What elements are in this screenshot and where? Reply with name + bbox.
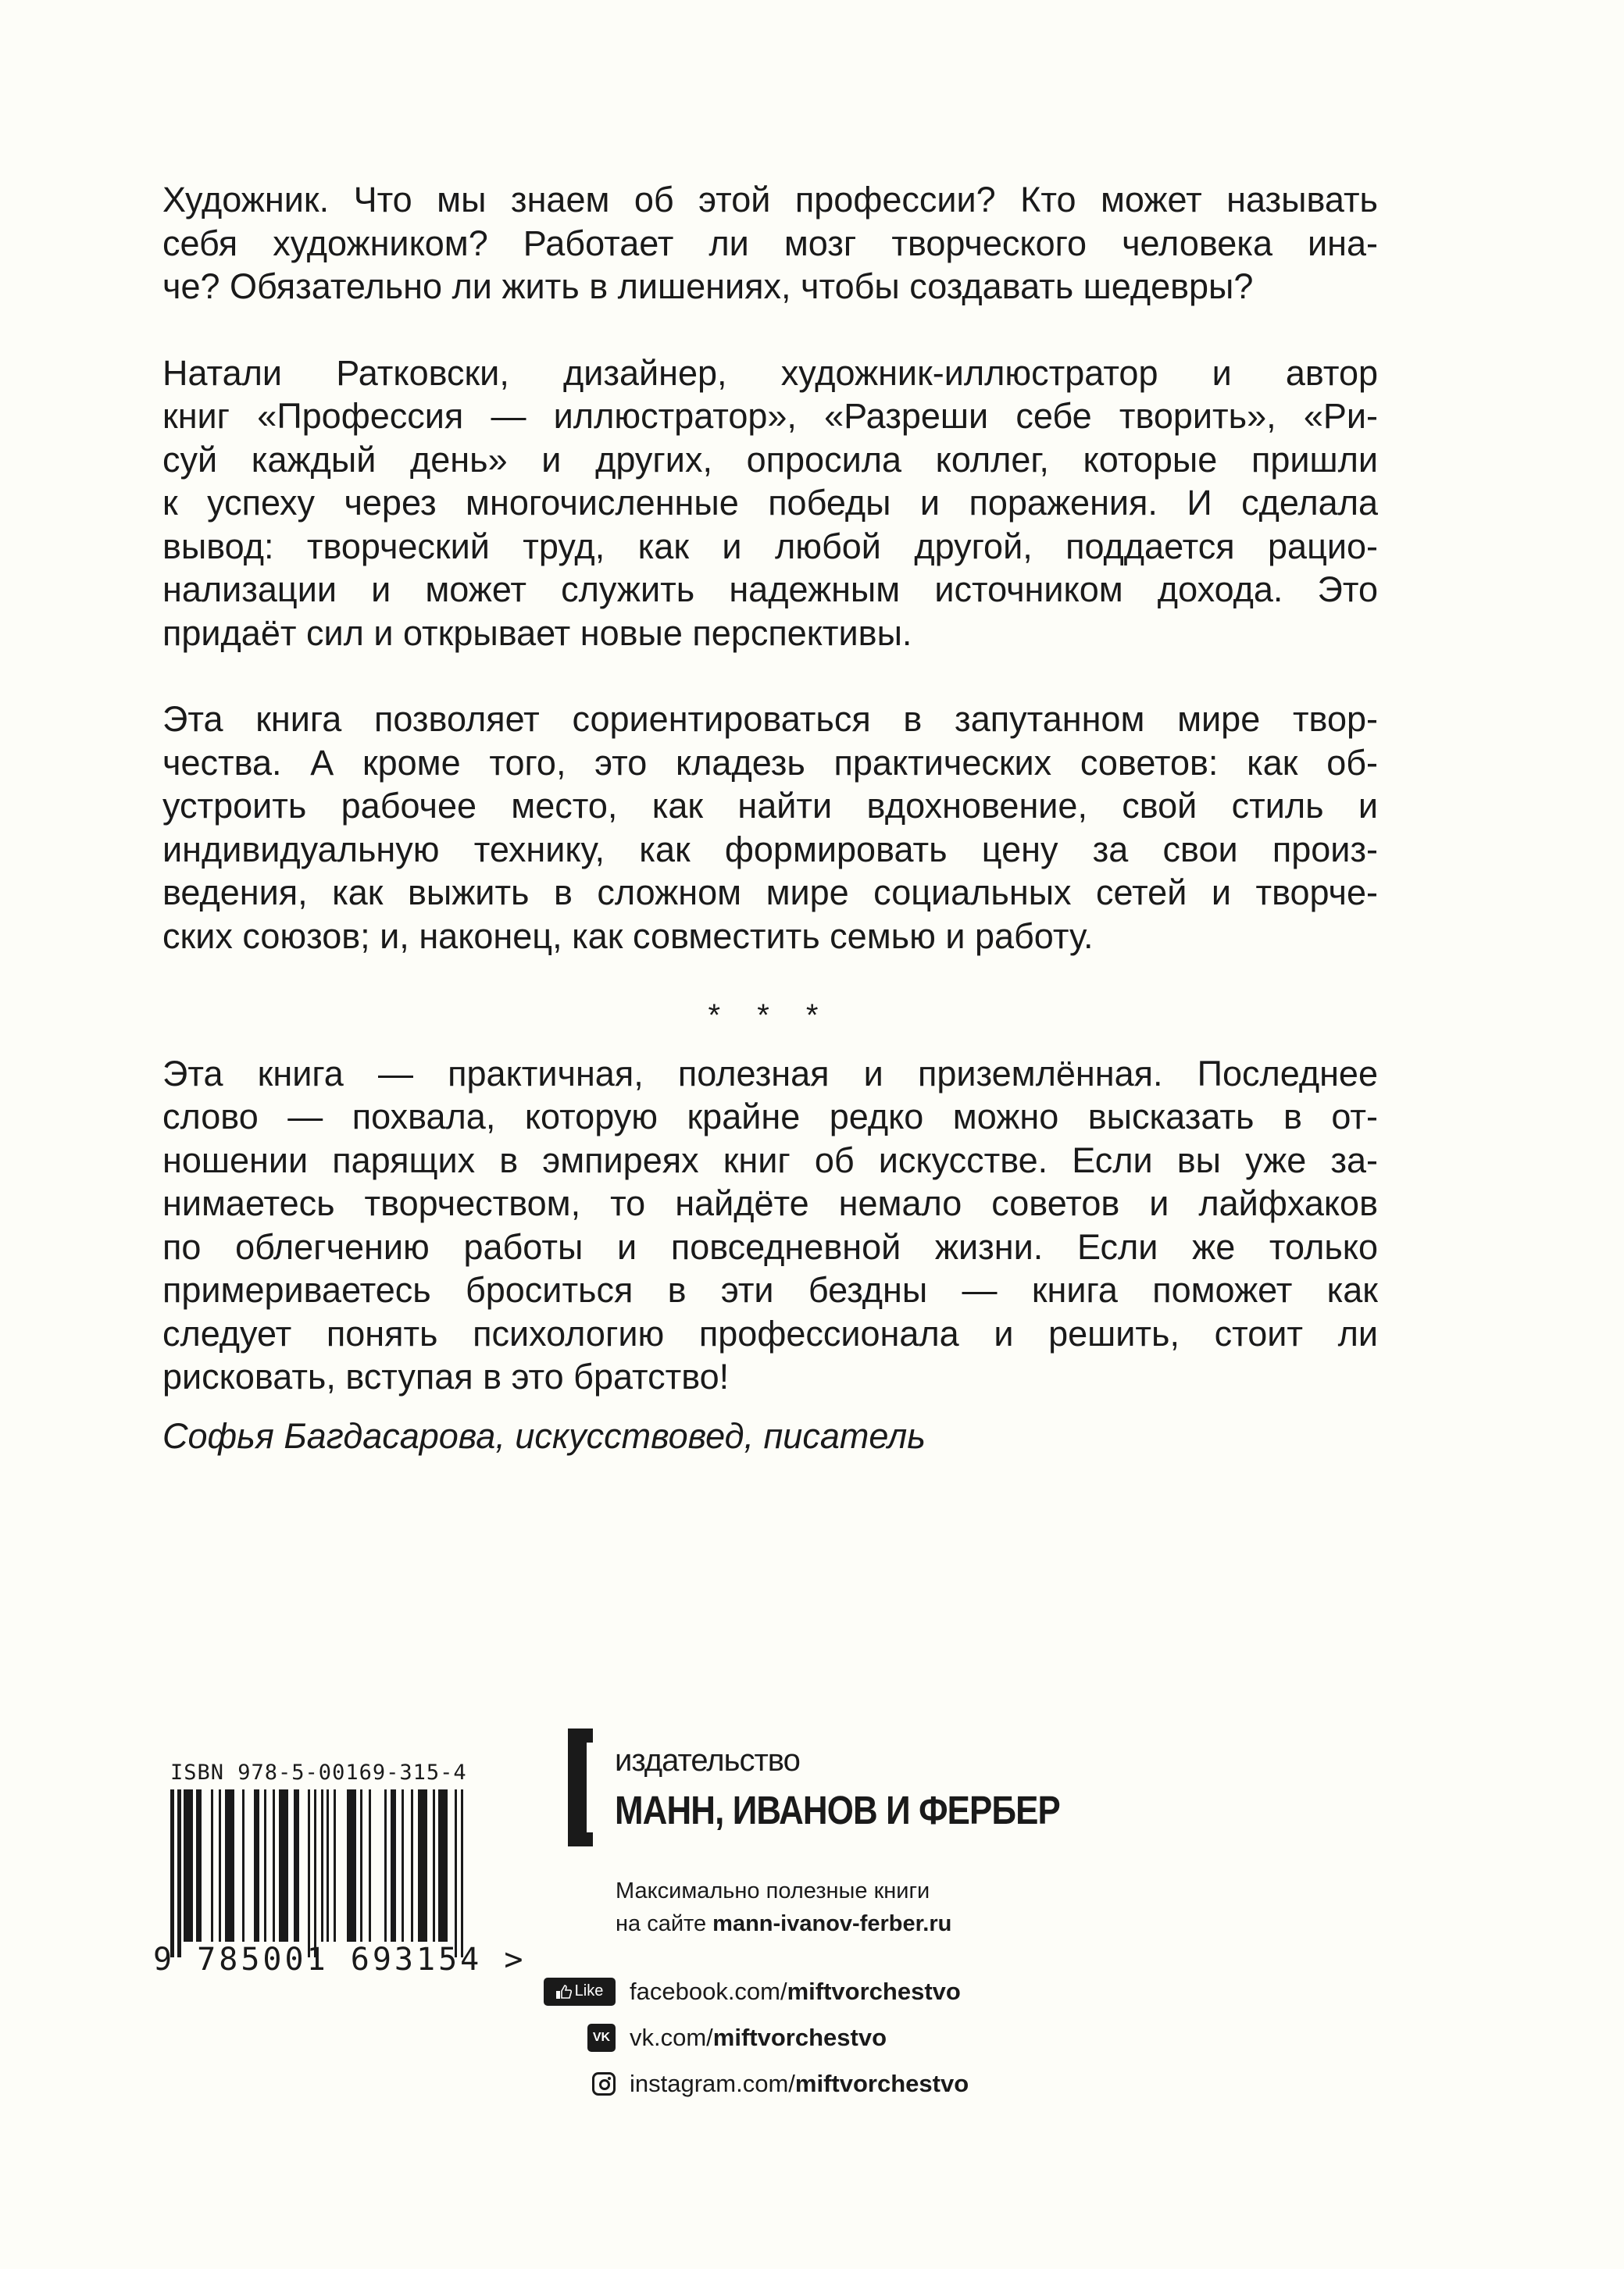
text-line: индивидуальную технику, как формировать цену за свои произ- [162,829,1378,869]
text-line: нализации и может служить надежным источником дохода. Это [162,569,1378,609]
text-line: по облегчению работы и повседневной жизни. Если же только [162,1226,1378,1267]
paragraph-intro [162,178,1378,309]
vk-icon [587,2024,616,2052]
text-line: вывод: творческий труд, как и любой другой, поддается рацио- [162,526,1378,566]
publisher-label: издательство [615,1743,800,1778]
text-line: ведения, как выжить в сложном мире социальных сетей и творче- [162,872,1378,912]
publisher-logo-bracket-icon [568,1729,593,1846]
tagline-prefix: на сайте [616,1911,713,1936]
social-vk[interactable] [525,2014,969,2060]
text-line: следует понять психологию профессионала и решить, стоит ли [162,1313,1378,1354]
publisher-website-link[interactable]: mann-ivanov-ferber.ru [712,1911,952,1936]
publisher-tagline [616,1875,951,1940]
thumbs-up-icon [556,1985,572,1999]
text-line: Натали Ратковски, дизайнер, художник-иллюстратор и автор [162,352,1378,393]
text-line: ношении парящих в эмпиреях книг об искусстве. Если вы уже за- [162,1140,1378,1180]
publisher-name: МАНН, ИВАНОВ И ФЕРБЕР [615,1788,1060,1832]
text-line: устроить рабочее место, как найти вдохновение, свой стиль и [162,786,1378,826]
text-line: нимаетесь творчеством, то найдёте немало советов и лайфхаков [162,1183,1378,1223]
text-line: книг «Профессия — иллюстратор», «Разреши себе творить», «Ри- [162,396,1378,436]
text-line: Эта книга позволяет сориентироваться в запутанном мире твор- [162,699,1378,739]
facebook-handle[interactable]: miftvorchestvo [787,1977,961,2005]
tagline-line: Максимально полезные книги [616,1878,930,1903]
text-line: суй каждый день» и других, опросила коллег, которые пришли [162,439,1378,480]
instagram-icon [592,2072,616,2096]
isbn-label: ISBN 978-5-00169-315-4 [170,1761,467,1785]
barcode-icon [170,1789,466,1957]
text-line: себя художником? Работает ли мозг творческого человека ина- [162,223,1378,263]
social-instagram[interactable] [525,2060,969,2107]
social-facebook[interactable] [525,1968,969,2014]
text-line: ских союзов; и, наконец, как совместить семью и работу. [162,915,1094,956]
text-line: к успеху через многочисленные победы и поражения. И сделала [162,483,1378,523]
text-line: Эта книга — практичная, полезная и приземлённая. Последнее [162,1053,1378,1093]
like-label: Like [574,1982,604,2000]
barcode-digits: 9 785001 693154 > [153,1942,526,1978]
back-cover-text [162,178,1378,1457]
vk-label: VK [592,2030,611,2044]
text-line: рисковать, вступая в это братство! [162,1357,730,1397]
text-line: Художник. Что мы знаем об этой профессии? Кто может называть [162,180,1378,219]
text-line: че? Обязательно ли жить в лишениях, чтобы создавать шедевры? [162,266,1254,306]
vk-prefix: vk.com/ [630,2023,713,2051]
text-line: придаёт сил и открывает новые перспективы. [162,612,912,653]
text-line: чества. А кроме того, это кладезь практических советов: как об- [162,742,1378,783]
social-links [525,1968,969,2107]
paragraph-review [162,1052,1378,1399]
instagram-prefix: instagram.com/ [630,2069,795,2097]
section-separator: * * * [708,998,833,1033]
review-signature: Софья Багдасарова, искусствовед, писатель [162,1415,926,1456]
instagram-handle[interactable]: miftvorchestvo [794,2069,969,2097]
text-line: примериваетесь броситься в эти бездны — книга поможет как [162,1270,1378,1310]
facebook-prefix: facebook.com/ [630,1977,787,2005]
text-line: слово — похвала, которую крайне редко можно высказать в от- [162,1097,1378,1136]
tagline-website-line [616,1907,951,1940]
vk-handle[interactable]: miftvorchestvo [712,2023,887,2051]
paragraph-author [162,351,1378,655]
facebook-like-icon [544,1978,616,2006]
paragraph-book [162,697,1378,958]
